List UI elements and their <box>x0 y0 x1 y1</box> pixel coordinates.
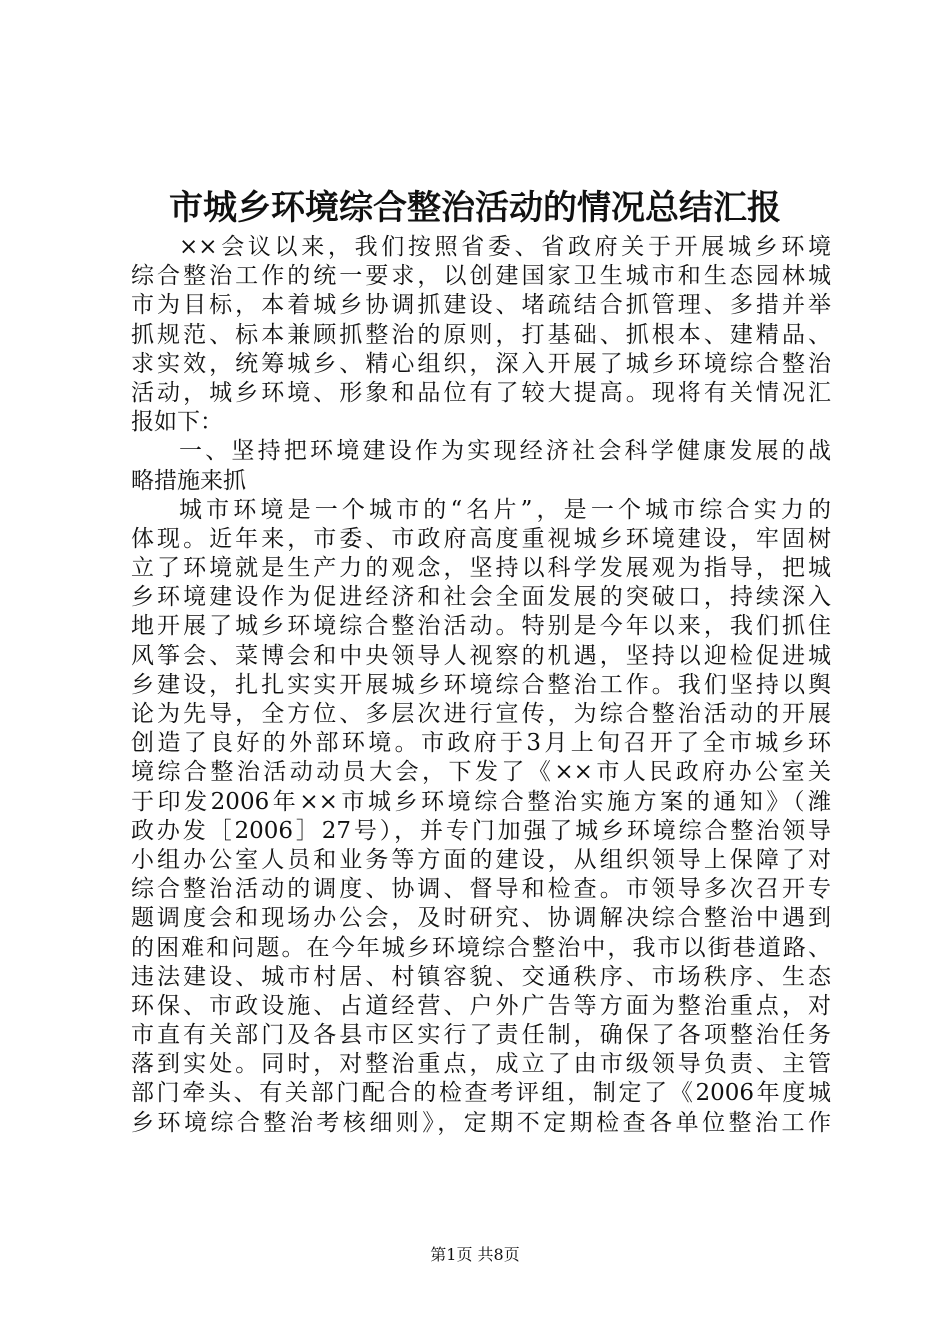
body-line: 创造了良好的外部环境。市政府于3月上旬召开了全市城乡环 <box>131 730 831 757</box>
body-line: 题调度会和现场办公会，及时研究、协调解决综合整治中遇到 <box>131 905 831 932</box>
body-line: 论为先导，全方位、多层次进行宣传，为综合整治活动的开展 <box>131 701 831 727</box>
body-line: 综合整治活动的调度、协调、督导和检查。市领导多次召开专 <box>131 876 831 903</box>
body-line: 立了环境就是生产力的观念，坚持以科学发展观为指导，把城 <box>131 555 831 582</box>
body-line: 政办发［2006］27号），并专门加强了城乡环境综合整治领导 <box>131 817 831 844</box>
body-line: 城市环境是一个城市的“名片”，是一个城市综合实力的 <box>179 496 831 523</box>
body-line: 乡环境建设作为促进经济和社会全面发展的突破口，持续深入 <box>131 584 831 611</box>
body-line: 地开展了城乡环境综合整治活动。特别是今年以来，我们抓住 <box>131 613 831 640</box>
body-line: 部门牵头、有关部门配合的检查考评组，制定了《2006年度城 <box>131 1080 831 1107</box>
body-line: 市直有关部门及各县市区实行了责任制，确保了各项整治任务 <box>131 1022 831 1049</box>
body-line: 抓规范、标本兼顾抓整治的原则，打基础、抓根本、建精品、 <box>131 321 831 348</box>
body-line: 活动，城乡环境、形象和品位有了较大提高。现将有关情况汇 <box>131 379 831 406</box>
body-line: 于印发2006年××市城乡环境综合整治实施方案的通知》（潍 <box>131 788 831 815</box>
body-line: 报如下： <box>131 409 223 436</box>
body-line: 乡环境综合整治考核细则》，定期不定期检查各单位整治工作 <box>131 1109 831 1136</box>
body-line: 小组办公室人员和业务等方面的建设，从组织领导上保障了对 <box>131 846 831 873</box>
body-line: 求实效，统筹城乡、精心组织，深入开展了城乡环境综合整治 <box>131 350 831 377</box>
body-line: 的困难和问题。在今年城乡环境综合整治中，我市以街巷道路、 <box>131 934 831 961</box>
body-line: 体现。近年来，市委、市政府高度重视城乡环境建设，牢固树 <box>131 525 831 552</box>
body-line: 环保、市政设施、占道经营、户外广告等方面为整治重点，对 <box>131 992 831 1019</box>
body-line: 综合整治工作的统一要求，以创建国家卫生城市和生态园林城 <box>131 263 831 290</box>
section-heading-line: 略措施来抓 <box>131 467 246 494</box>
body-line: 市为目标，本着城乡协调抓建设、堵疏结合抓管理、多措并举 <box>131 292 831 319</box>
document-title: 市城乡环境综合整治活动的情况总结汇报 <box>169 188 781 228</box>
body-line: ××会议以来，我们按照省委、省政府关于开展城乡环境 <box>179 234 831 260</box>
body-line: 违法建设、城市村居、村镇容貌、交通秩序、市场秩序、生态 <box>131 963 831 990</box>
document-body <box>131 233 831 1138</box>
body-line: 落到实处。同时，对整治重点，成立了由市级领导负责、主管 <box>131 1051 831 1078</box>
body-line: 乡建设，扎扎实实开展城乡环境综合整治工作。我们坚持以舆 <box>131 671 831 698</box>
page-footer: 第1页 共8页 <box>430 1245 520 1264</box>
section-heading-line: 一、坚持把环境建设作为实现经济社会科学健康发展的战 <box>179 438 831 465</box>
body-line: 风筝会、菜博会和中央领导人视察的机遇，坚持以迎检促进城 <box>131 642 831 669</box>
body-line: 境综合整治活动动员大会，下发了《××市人民政府办公室关 <box>131 759 831 786</box>
